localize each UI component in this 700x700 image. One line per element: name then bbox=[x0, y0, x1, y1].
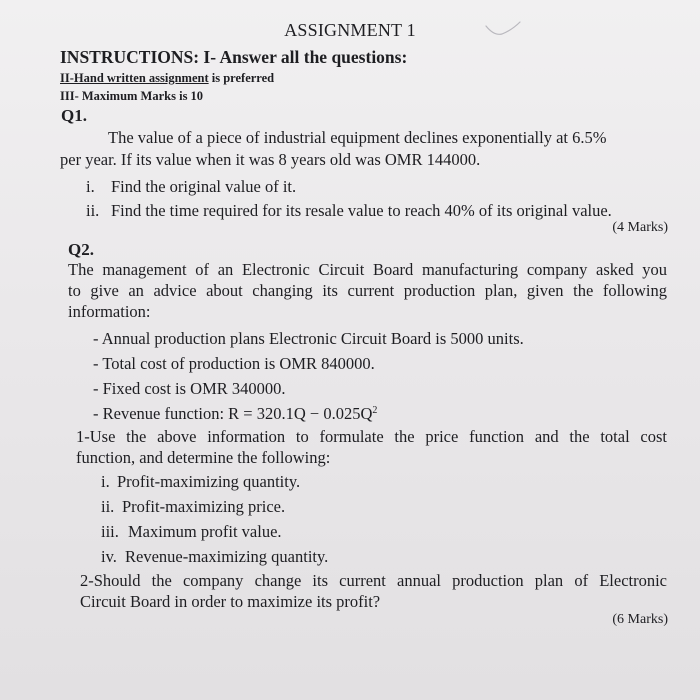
q1-item-i-text: Find the original value of it. bbox=[111, 177, 297, 196]
q2-paragraph-line-1: The management of an Electronic Circuit Board manufacturing company asked you bbox=[68, 260, 667, 279]
q2-part1-item-iv-number: iv. bbox=[101, 547, 117, 566]
q1-item-i bbox=[86, 177, 296, 197]
q1-paragraph-line-1: The value of a piece of industrial equipment declines exponentially at 6.5% bbox=[108, 128, 607, 147]
q2-part1-line-1: 1-Use the above information to formulate the price function and the total cost bbox=[76, 427, 667, 446]
q2-marks: (6 Marks) bbox=[612, 612, 668, 627]
q2-part1-item-iv-text: Revenue-maximizing quantity. bbox=[125, 547, 329, 566]
q1-item-i-number: i. bbox=[86, 177, 95, 196]
q2-part1-item-iii-text: Maximum profit value. bbox=[128, 522, 282, 541]
q2-part1-item-ii-text: Profit-maximizing price. bbox=[122, 497, 286, 516]
q1-paragraph-line-2: per year. If its value when it was 8 years old was OMR 144000. bbox=[60, 150, 481, 169]
q2-bullet-total-cost: - Total cost of production is OMR 840000. bbox=[93, 354, 375, 373]
q1-item-ii-text: Find the time required for its resale value to reach 40% of its original value. bbox=[111, 201, 612, 220]
q2-part2-line-1: 2-Should the company change its current annual production plan of Electronic bbox=[80, 571, 667, 590]
instruction-handwritten-underlined: II-Hand written assignment bbox=[60, 71, 209, 85]
q2-bullet-revenue-function bbox=[93, 404, 377, 424]
instruction-max-marks: III- Maximum Marks is 10 bbox=[60, 89, 204, 103]
revenue-function-text: - Revenue function: R = 320.1Q − 0.025Q bbox=[93, 404, 373, 423]
q2-part2-line-2: Circuit Board in order to maximize its profit? bbox=[80, 592, 381, 611]
q2-bullet-production: - Annual production plans Electronic Circuit Board is 5000 units. bbox=[93, 329, 524, 348]
instruction-handwritten-rest: is preferred bbox=[208, 71, 275, 85]
pen-check-mark bbox=[480, 18, 524, 42]
q2-part1-item-i bbox=[101, 472, 300, 492]
instruction-handwritten bbox=[60, 71, 274, 86]
q2-part1-item-ii bbox=[101, 497, 285, 517]
q2-part1-item-i-number: i. bbox=[101, 472, 110, 491]
assignment-title: ASSIGNMENT 1 bbox=[284, 20, 416, 40]
q1-marks: (4 Marks) bbox=[612, 220, 668, 235]
q2-heading: Q2. bbox=[68, 240, 94, 259]
q2-paragraph-line-2: to give an advice about changing its current production plan, given the following bbox=[68, 281, 667, 300]
q1-item-ii-number: ii. bbox=[86, 201, 100, 220]
q2-paragraph-line-3: information: bbox=[68, 302, 151, 321]
q2-part1-item-ii-number: ii. bbox=[101, 497, 115, 516]
instructions-heading: INSTRUCTIONS: I- Answer all the questions: bbox=[60, 47, 408, 67]
q2-part1-item-iii bbox=[101, 522, 282, 542]
q2-part1-item-i-text: Profit-maximizing quantity. bbox=[117, 472, 301, 491]
q2-bullet-fixed-cost: - Fixed cost is OMR 340000. bbox=[93, 379, 286, 398]
q1-heading: Q1. bbox=[61, 106, 87, 125]
q2-part1-item-iii-number: iii. bbox=[101, 522, 119, 541]
q1-item-ii bbox=[86, 201, 612, 221]
q2-part1-item-iv bbox=[101, 547, 328, 567]
revenue-function-exponent: 2 bbox=[372, 405, 378, 416]
q2-part1-line-2: function, and determine the following: bbox=[76, 448, 331, 467]
